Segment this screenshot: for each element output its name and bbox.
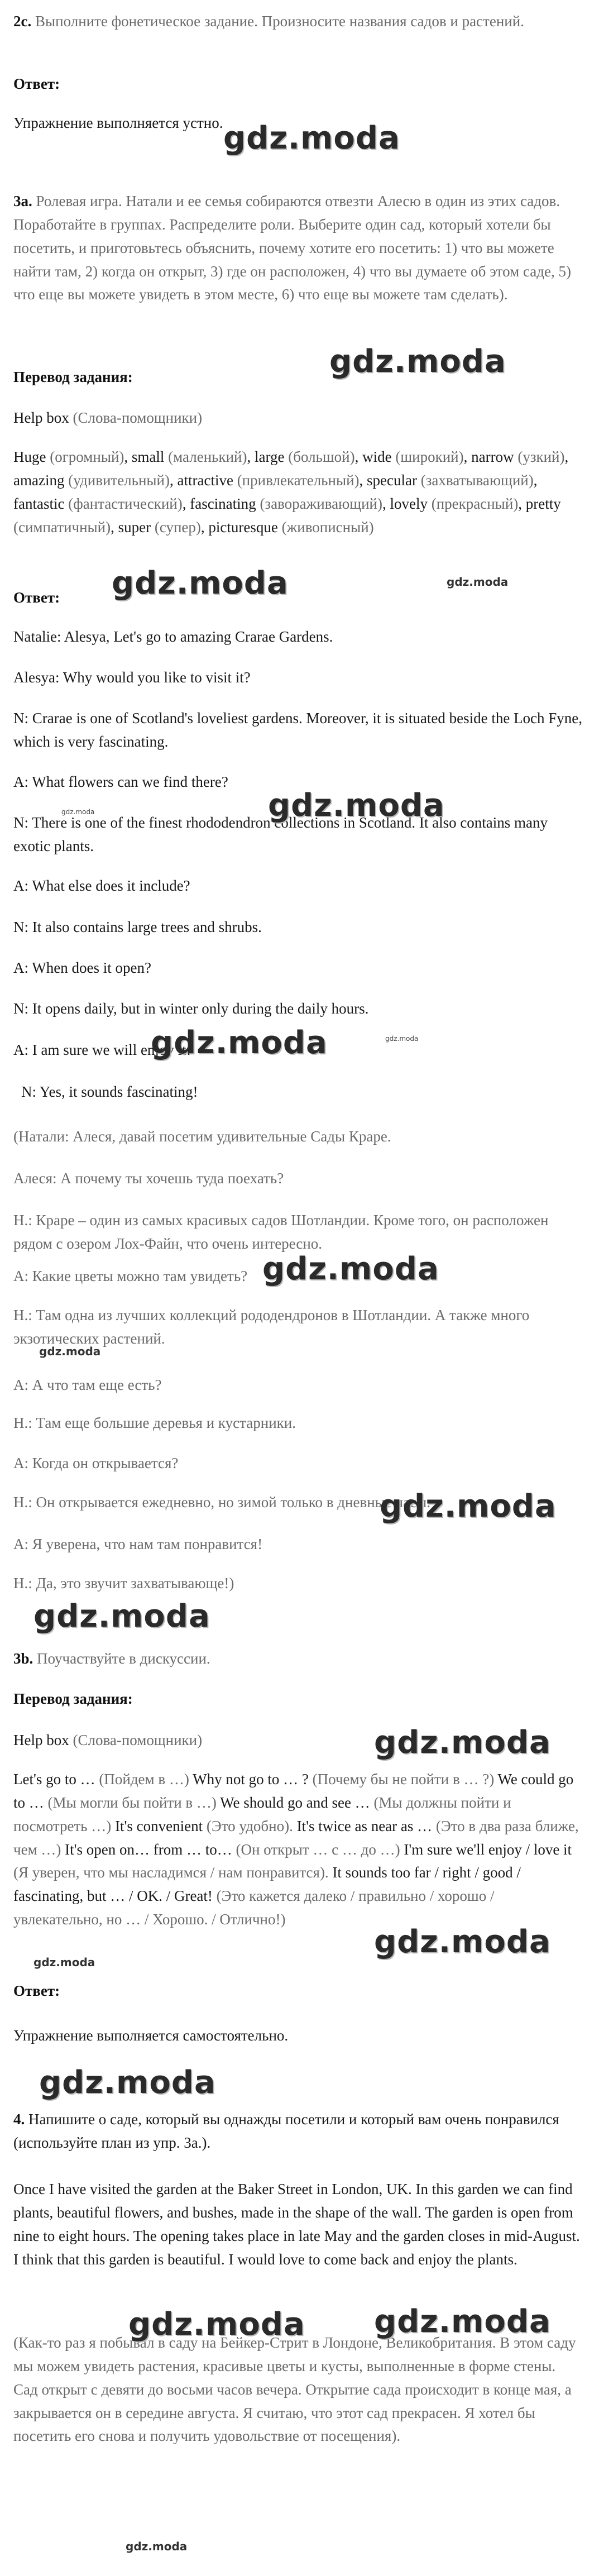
helpbox-word-translation: (прекрасный) [431, 495, 519, 512]
dialogue-en-line: A: When does it open? [13, 959, 151, 976]
watermark-logo: gdz.moda [39, 2064, 216, 2101]
dialogue-en-line: N: It also contains large trees and shrubs. [13, 919, 262, 935]
helpbox-phrase-translation: (Это кажется далеко / правильно / хорошо / увлекательно, но … / Хорошо. / Отлично!) [13, 1887, 495, 1928]
dialogue-en-line: N: It opens daily, but in winter only during the daily hours. [13, 1000, 369, 1017]
ex2c-answer-label: Ответ: [13, 75, 60, 92]
dialogue-ru-line: Алеся: А почему ты хочешь туда поехать? [13, 1170, 284, 1187]
watermark-logo: gdz.moda [268, 787, 445, 824]
dialogue-ru-line: А: Какие цветы можно там увидеть? [13, 1268, 248, 1284]
dialogue-en-line: A: I am sure we will enjoy it! [13, 1041, 191, 1058]
dialogue-ru-line: Н.: Он открывается ежедневно, но зимой только в дневные часы. [13, 1494, 430, 1511]
dialogue-en-line: Natalie: Alesya, Let's go to amazing Crarae Gardens. [13, 628, 333, 645]
helpbox-word-translation: (завораживающий) [260, 495, 382, 512]
helpbox-word-translation: (огромный) [50, 448, 124, 465]
dialogue-ru-line: (Натали: Алеся, давай посетим удивительные Сады Краре. [13, 1128, 391, 1145]
ex3a-task-text: Ролевая игра. Натали и ее семья собираются отвезти Алесю в один из этих садов. Поработайте в группах. Распределите роли. Выберите один сад, который хотели бы посетить, и приготовьтесь объяснить, почему хотите его посетить: 1) что вы можете найти там, 2) когда он открыт, 3) где он расположен, 4) что вы думаете об этом саде, 5) что еще вы можете увидеть в этом месте, 6) что еще вы можете там сделать). [13, 193, 571, 303]
watermark-logo: gdz.moda [33, 1598, 210, 1635]
helpbox-phrase: Let's go to … [13, 1771, 95, 1788]
ex3b-task-text: Поучаствуйте в дискуссии. [37, 1650, 210, 1667]
helpbox-word-translation: (супер) [154, 518, 201, 536]
dialogue-en-line: N: Crarae is one of Scotland's loveliest gardens. Moreover, it is situated beside the Loch Fyne, which is very fascinating. [13, 710, 583, 750]
dialogue-ru-line: Н.: Там еще большие деревья и кустарники. [13, 1414, 296, 1431]
watermark-logo-tiny: gdz.moda [385, 1035, 419, 1043]
dialogue-ru-line: А: Когда он открывается? [13, 1455, 179, 1471]
watermark-logo: gdz.moda [262, 1251, 439, 1287]
helpbox-phrase-translation: (Почему бы не пойти в … ?) [312, 1771, 495, 1788]
helpbox-word: super [118, 518, 151, 536]
helpbox-word: attractive [177, 471, 233, 489]
helpbox-word: lovely [390, 495, 428, 512]
helpbox-word-translation: (большой) [288, 448, 355, 465]
helpbox-word: narrow [471, 448, 514, 465]
ex4-text-en: Once I have visited the garden at the Baker Street in London, UK. In this garden we can find plants, beautiful flowers, and bushes, made in the shape of the wall. The garden is open from nine to eight hours. The opening takes place in late May and the garden closes in mid-August. I think that this garden is beautiful. I would love to come back and enjoy the plants. [13, 2181, 580, 2268]
helpbox-word-translation: (удивительный) [68, 471, 170, 489]
ex3b-answer-label: Ответ: [13, 1982, 60, 1999]
dialogue-en-line: N: Yes, it sounds fascinating! [21, 1083, 198, 1100]
helpbox-phrase-translation: (Это удобно). [206, 1817, 293, 1834]
ex3a-number: 3a. [13, 193, 32, 209]
helpbox-word: fascinating [190, 495, 256, 512]
ex3a-helpbox-ru: (Слова-помощники) [73, 409, 203, 426]
ex2c-task [13, 10, 583, 34]
watermark-logo: gdz.moda [374, 2303, 551, 2340]
watermark-logo: gdz.moda [128, 2306, 305, 2343]
ex3b-translation-label: Перевод задания: [13, 1690, 133, 1707]
helpbox-word-translation: (живописный) [281, 518, 374, 536]
ex3b-helpbox-ru: (Слова-помощники) [73, 1732, 203, 1748]
watermark-logo: gdz.moda [380, 1488, 557, 1524]
watermark-logo: gdz.moda [374, 1724, 551, 1761]
watermark-logo-tiny: gdz.moda [61, 808, 95, 816]
ex2c-task-text: Выполните фонетическое задание. Произносите названия садов и растений. [35, 13, 524, 30]
helpbox-phrase: It's twice as near as … [296, 1817, 433, 1834]
helpbox-word: Huge [13, 448, 46, 465]
helpbox-word-translation: (фантастический) [68, 495, 183, 512]
ex4-task [13, 2108, 583, 2155]
helpbox-word-translation: (широкий) [395, 448, 464, 465]
helpbox-phrase-translation: (Мы могли бы пойти в …) [47, 1794, 217, 1811]
watermark-logo: gdz.moda [39, 1345, 101, 1358]
watermark-logo: gdz.moda [33, 1956, 95, 1969]
ex3a-helpbox-en: Help box [13, 409, 69, 426]
dialogue-en-line: A: What else does it include? [13, 877, 190, 894]
helpbox-phrase-translation: (Это в два раза ближе, чем …) [13, 1817, 579, 1858]
helpbox-word: amazing [13, 471, 65, 489]
ex3b-number: 3b. [13, 1650, 33, 1667]
helpbox-word-translation: (маленький) [168, 448, 247, 465]
helpbox-phrase: I'm sure we'll enjoy / love it [404, 1841, 572, 1858]
dialogue-ru-line: Н.: Там одна из лучших коллекций рододендронов в Шотландии. А также много экзотических растений. [13, 1307, 530, 1347]
ex3a-word-list: Huge (огромный), small (маленький), large (большой), wide (широкий), narrow (узкий), amazing (удивительный), attractive (привлекательный), specular (захватывающий), fantastic (фантастический), fascinating (завораживающий), lovely (прекрасный), pretty (симпатичный), super (супер), picturesque (живописный) [13, 448, 569, 536]
helpbox-phrase: Why not go to … ? [193, 1771, 309, 1788]
ex3b-answer: Упражнение выполняется самостоятельно. [13, 2027, 289, 2044]
dialogue-ru-line: А: А что там еще есть? [13, 1377, 162, 1393]
helpbox-phrase-translation: (Я уверен, что мы насладимся / нам понравится). [13, 1864, 329, 1881]
dialogue-ru-line: Н.: Да, это звучит захватывающе!) [13, 1575, 234, 1592]
helpbox-word-translation: (симпатичный) [13, 518, 111, 536]
dialogue-en-line: Alesya: Why would you like to visit it? [13, 669, 251, 686]
watermark-logo: gdz.moda [126, 2540, 188, 2553]
helpbox-word-translation: (захватывающий) [420, 471, 534, 489]
ex4-text-ru: (Как-то раз я побывал в саду на Бейкер-Стрит в Лондоне, Великобритания. В этом саду мы можем увидеть растения, красивые цветы и кусты, выполненные в форме стены. Сад открыт с девяти до восьми часов вечера. Открытие сада происходит в конце мая, а закрывается он в середине августа. Я считаю, что этот сад прекрасен. Я хотел бы посетить его снова и получить удовольствие от посещения). [13, 2334, 576, 2445]
helpbox-word: picturesque [208, 518, 278, 536]
ex2c-number: 2c. [13, 13, 32, 30]
watermark-logo: gdz.moda [112, 565, 289, 601]
ex2c-answer: Упражнение выполняется устно. [13, 114, 223, 131]
watermark-logo: gdz.moda [447, 575, 509, 589]
dialogue-en-line: N: There is one of the finest rhododendron collections in Scotland. It also contains many exotic plants. [13, 814, 548, 854]
ex3a-helpbox [13, 407, 583, 430]
helpbox-word: fantastic [13, 495, 65, 512]
helpbox-word: pretty [525, 495, 561, 512]
dialogue-en-line: A: What flowers can we find there? [13, 773, 228, 790]
watermark-logo: gdz.moda [151, 1025, 328, 1061]
helpbox-word: large [255, 448, 285, 465]
helpbox-phrase: It's open on… from … to… [65, 1841, 232, 1858]
dialogue-ru-line: А: Я уверена, что нам там понравится! [13, 1536, 263, 1552]
helpbox-word: wide [362, 448, 392, 465]
watermark-logo: gdz.moda [223, 120, 400, 156]
helpbox-phrase: We should go and see … [220, 1794, 370, 1811]
helpbox-phrase-translation: (Он открыт … с … до …) [236, 1841, 400, 1858]
ex3a-translation-label: Перевод задания: [13, 369, 133, 385]
helpbox-phrase: We could go to … [13, 1771, 574, 1811]
ex4-task-text: Напишите о саде, который вы однажды посетили и который вам очень понравился (используйте план из упр. 3a.). [13, 2111, 559, 2151]
ex3a-answer-label: Ответ: [13, 589, 60, 606]
watermark-logo: gdz.moda [329, 343, 506, 380]
ex3b-helpbox-en: Help box [13, 1732, 69, 1748]
helpbox-word: small [131, 448, 165, 465]
helpbox-phrase: It's convenient [115, 1817, 203, 1834]
ex3b-task [13, 1647, 583, 1671]
helpbox-word-translation: (привлекательный) [237, 471, 360, 489]
ex4-number: 4. [13, 2111, 25, 2128]
helpbox-phrase-translation: (Пойдем в …) [99, 1771, 189, 1788]
ex3a-task [13, 190, 583, 307]
helpbox-word: specular [367, 471, 417, 489]
ex3b-phrase-list [13, 1768, 583, 1932]
watermark-logo: gdz.moda [374, 1924, 551, 1960]
helpbox-phrase-translation: (Мы должны пойти и посмотреть …) [13, 1794, 511, 1834]
helpbox-word-translation: (узкий) [517, 448, 565, 465]
dialogue-ru-line: Н.: Краре – один из самых красивых садов Шотландии. Кроме того, он расположен рядом с озером Лох-Файн, что очень интересно. [13, 1212, 549, 1252]
helpbox-phrase: It sounds too far / right / good / fascinating, but … / OK. / Great! [13, 1864, 521, 1905]
